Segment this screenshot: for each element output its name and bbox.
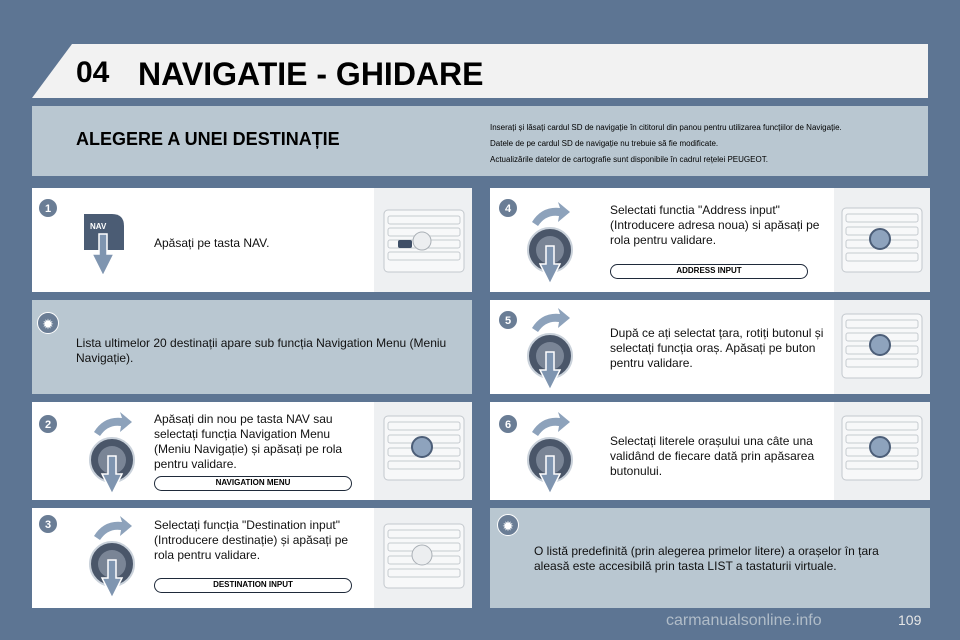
menu-item-label: ADDRESS INPUT (610, 264, 808, 279)
intro-line: Actualizările datelor de cartografie sunt disponibile în cadrul rețelei PEUGEOT. (490, 155, 768, 164)
console-panel-3 (374, 508, 472, 608)
console-illustration (834, 188, 930, 292)
nav-key-illustration (78, 210, 128, 274)
console-panel-2 (374, 402, 472, 500)
step-number-badge: 3 (38, 514, 58, 534)
step-number-badge: 2 (38, 414, 58, 434)
nav-key-label: NAV (90, 222, 107, 231)
watermark: carmanualsonline.info (666, 612, 822, 629)
console-illustration (834, 402, 930, 500)
rotary-knob-illustration (524, 200, 576, 284)
step-number-badge: 1 (38, 198, 58, 218)
tip-text: Lista ultimelor 20 destinații apare sub funcția Navigation Menu (Meniu Navigație). (76, 336, 447, 365)
console-illustration (374, 188, 472, 292)
console-illustration (374, 402, 472, 500)
console-panel-5 (834, 300, 930, 394)
console-illustration (834, 300, 930, 394)
console-illustration (374, 508, 472, 608)
intro-notes (490, 120, 920, 168)
tip-text: O listă predefinită (prin alegerea primelor litere) a orașelor în țara aleasă este accesibilă prin tasta LIST a tastaturii virtuale. (534, 544, 879, 573)
step-number-badge: 6 (498, 414, 518, 434)
step-text: După ce ați selectat țara, rotiți butonul și selectați funcția oraș. Apăsați pe buton pentru validare. (610, 326, 824, 370)
sun-icon: ✹ (37, 312, 59, 334)
menu-item-label: DESTINATION INPUT (154, 578, 352, 593)
intro-line: Datele de pe cardul SD de navigație nu trebuie să fie modificate. (490, 139, 719, 148)
section-title: ALEGERE A UNEI DESTINAȚIE (76, 129, 340, 149)
chapter-title: NAVIGATIE - GHIDARE (138, 56, 484, 92)
step-text: Selectați funcția "Destination input" (Introducere destinație) și apăsați pe rola pentru validare. (154, 518, 349, 562)
rotary-knob-illustration (86, 410, 138, 494)
step-text: Apăsați pe tasta NAV. (154, 236, 270, 250)
rotary-knob-illustration (86, 514, 138, 598)
chapter-number: 04 (76, 56, 110, 89)
console-panel-1 (374, 188, 472, 292)
header-corner (32, 44, 72, 98)
rotary-knob-illustration (524, 306, 576, 390)
rotary-knob-illustration (524, 410, 576, 494)
step-text: Apăsați din nou pe tasta NAV sau selectați funcția Navigation Menu (Meniu Navigație) și apăsați pe rola pentru validare. (154, 412, 343, 471)
page-number: 109 (898, 612, 922, 628)
menu-item-label: NAVIGATION MENU (154, 476, 352, 491)
console-panel-4 (834, 188, 930, 292)
step-number-badge: 4 (498, 198, 518, 218)
step-number-badge: 5 (498, 310, 518, 330)
console-panel-6 (834, 402, 930, 500)
step-text: Selectati functia "Address input" (Introducere adresa noua) si apăsați pe rola pentru validare. (610, 203, 820, 247)
sun-icon: ✹ (497, 514, 519, 536)
intro-line: Inserați și lăsați cardul SD de navigație în cititorul din panou pentru utilizarea funcțiilor de Navigație. (490, 123, 842, 132)
step-text: Selectați literele orașului una câte una validând de fiecare dată prin apăsarea butonului. (610, 434, 815, 478)
